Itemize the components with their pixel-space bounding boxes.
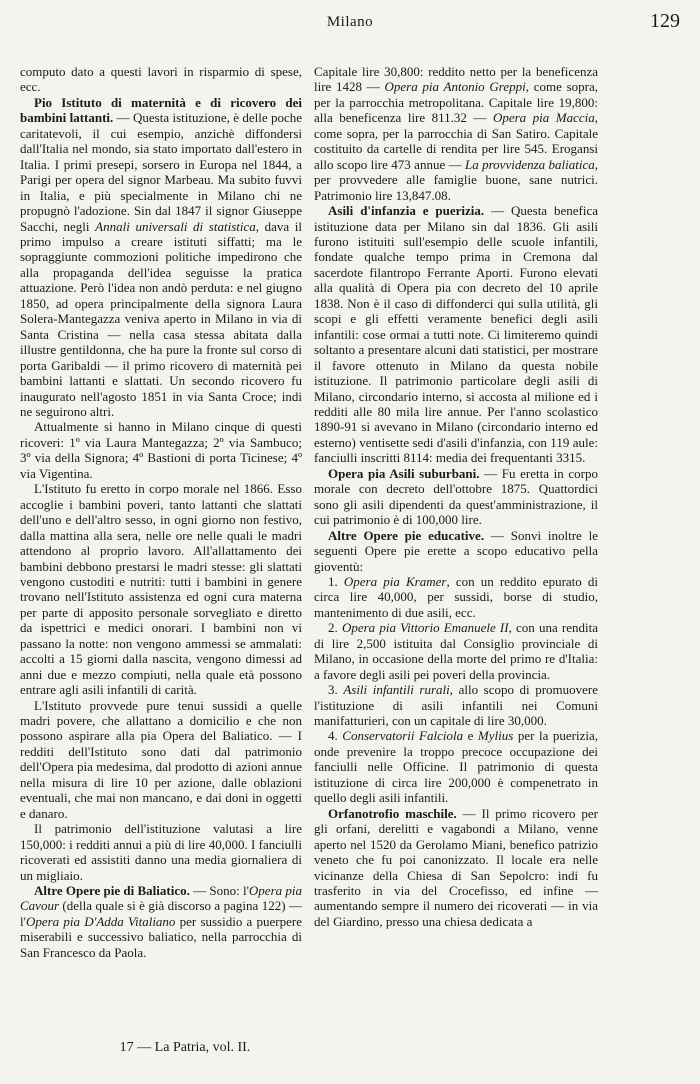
paragraph [314, 620, 598, 682]
paragraph [314, 728, 598, 805]
paragraph [20, 883, 302, 960]
body-text: , come sopra, per la parrocchia metropolitana. Capitale lire 19,800: alla beneficenza lire 811.32 — [314, 79, 598, 126]
body-text: , con un reddito epurato di circa lire 40,000, per sussidi, borse di studio, mantenimento di due asili, ecc. [314, 573, 599, 620]
body-text: Capitale lire 30,800: reddito netto per la beneficenza lire 1428 — [314, 64, 598, 95]
italic-title: La provvidenza baliatica [464, 156, 595, 172]
paragraph [314, 466, 598, 528]
section-heading: Pio Istituto di maternità e di ricovero dei bambini lattanti. [20, 94, 302, 126]
body-text: per la puerizia, onde prevenire la troppo precoce occupazione dei fanciulli nelle Officine. Il patrimonio di questa istituzione di circa lire 200,000 è compenetrato in quello degli asili infantili. [314, 728, 598, 806]
left-column [20, 64, 302, 960]
page-number: 129 [650, 10, 680, 32]
body-text: — Sono: l' [189, 883, 249, 899]
body-text: Il patrimonio dell'istituzione valutasi a lire 150,000: i redditi annui a più di lire 40,000. I fanciulli ricoverati ed assistiti danno una media giornaliera di un migliaio. [20, 821, 302, 883]
section-heading: Altre Opere pie di Baliatico. [34, 883, 190, 899]
paragraph [20, 64, 302, 95]
body-text: — Sonvi inoltre le seguenti Opere pie erette a scopo educativo pella gioventù: [314, 527, 598, 574]
body-text: e [463, 728, 478, 744]
paragraph [314, 203, 598, 466]
paragraph [20, 698, 302, 822]
paragraph [20, 481, 302, 697]
paragraph [314, 528, 598, 574]
body-text: — Il primo ricovero per gli orfani, derelitti e vagabondi a Milano, venne aperto nel 1520 da Gerolamo Miani, benefico patrizio veneto che fu poi canonizzato. Il locale era nelle vicinanze della Chiesa di San Sepolcro: indi fu trasferito in via del Crocefisso, ed infine — aumentando sempre il numero dei ricoverati — in via del Giardino, presso una chiesa dedicata a [314, 805, 598, 929]
paragraph [314, 806, 598, 930]
paragraph [314, 682, 598, 728]
body-text: L'Istituto provvede pure tenui sussidi a quelle madri povere, che allattano a domicilio e che non possono aspirare alla pia Opera del Baliatico. — I redditi dell'Istituto sono dati dal patrimonio dell'Opera pia medesima, dal prodotto di azioni annue nella misura di lire 10 per azione, dalle oblazioni eventuali, che mai non mancano, e dai doni in oggetti e danaro. [20, 697, 302, 821]
body-text: , per provvedere alle famiglie buone, sane nutrici. Patrimonio lire 13,847.08. [314, 156, 599, 203]
body-text: 2. [328, 620, 342, 636]
section-heading: Orfanotrofio maschile. [328, 805, 457, 821]
page-footer: 17 — La Patria, vol. II. [119, 1040, 251, 1055]
running-title: Milano [326, 14, 374, 30]
section-heading: Asili d'infanzia e puerizia. [328, 203, 485, 219]
paragraph [314, 64, 598, 203]
italic-title: Opera pia Cavour [20, 883, 303, 914]
italic-title: Opera pia Kramer [343, 573, 447, 589]
body-text: , come sopra, per la parrocchia di San Satiro. Capitale costituito da cartelle di rendita per lire 545. Erogansi allo scopo lire 473 annue — [314, 110, 599, 172]
body-text: — Questa istituzione, è delle poche caritatevoli, il cui esempio, anzichè diffondersi dall'Italia nel mondo, sia stato importato dall'estero in Italia. I primi presepi, sorsero in Europa nel 1844, a Parigi per opera del signor Marbeau. Ma subito fuvvi in Italia, e più specialmente in Milano chi ne propugnò l'adozione. Sin dal 1847 il signor Giuseppe Sacchi, negli [20, 110, 302, 234]
right-column [314, 64, 598, 929]
italic-title: Opera pia D'Adda Vitaliano [25, 913, 176, 929]
section-heading: Altre Opere pie educative. [328, 527, 485, 543]
body-text: 1. [328, 573, 344, 589]
running-head [0, 8, 700, 38]
section-heading: Opera pia Asili suburbani. [328, 465, 480, 481]
body-text: , dava il primo impulso a creare istituti siffatti; ma le sopraggiunte commozioni politiche impedirono che alla propaganda dell'idea seguisse la pratica attuazione. Però l'idea non andò perduta: e nel giugno 1850, ad opera principalmente della signora Laura Solera-Mantegazza veniva aperto in Milano in via di Santa Cristina — nella casa stessa abitata dalla illustre gentildonna, che ha pure la fronte sul corso di porta Garibaldi — il primo ricovero di maternità pei bambini lattanti e slattati. Un secondo ricovero fu inaugurato nell'agosto 1851 in via Santa Croce; indi ne seguirono altri. [20, 218, 303, 419]
italic-title: Opera pia Antonio Greppi [384, 79, 526, 95]
paragraph [20, 95, 302, 420]
body-text: 4. [328, 728, 343, 744]
body-text: computo dato a questi lavori in risparmio di spese, ecc. [20, 64, 302, 95]
italic-title: Opera pia Vittorio Emanuele II [341, 620, 509, 636]
paragraph [20, 821, 302, 883]
body-text: L'Istituto fu eretto in corpo morale nel 1866. Esso accoglie i bambini poveri, tanto lattanti che slattati dell'uno e dell'altro sesso, in ogni giorno non festivo, dalla mattina alla sera, nelle ore nelle quali le madri attendono al proprio lavoro. All'allattamento dei bambini debbono prestarsi le madri stesse: gli slattati vengono custoditi e nutriti: tutti i bambini in genere trovano nell'Istituto assistenza ed ogni cura materna per parte di apposito personale sorvegliato e diretto da ispettrici e medici onorari. I bambini non vi passano la notte: non vengono ammessi se ammalati: accolti a 15 giorni dalla nascita, vengono dimessi ad anni due e mezzo compiuti, nella quale età possono entrare agli asili infantili di carità. [20, 481, 302, 698]
body-text: 3. [328, 682, 344, 698]
body-text: — Fu eretta in corpo morale con decreto dell'ottobre 1875. Quattordici sono gli asili dipendenti da quest'amministrazione, il cui patrimonio è di 100,000 lire. [314, 465, 598, 528]
body-text: , allo scopo di promuovere l'istituzione di asili infantili nei Comuni manifatturieri, con un capitale di lire 30,000. [314, 682, 598, 729]
italic-title: Mylius [477, 728, 514, 744]
italic-title: Asili infantili rurali [343, 682, 450, 698]
body-text: per sussidio a puerpere miserabili e successivo baliatico, nella parrocchia di San Francesco da Paola. [20, 913, 302, 960]
italic-title: Conservatorii Falciola [342, 728, 464, 744]
body-text: (della quale si è già discorso a pagina 122) — l' [20, 898, 302, 929]
body-text: Attualmente si hanno in Milano cinque di questi ricoveri: 1º via Laura Mantegazza; 2º via Sambuco; 3º via della Signora; 4º Bastioni di porta Ticinese; 4º via Vigentina. [20, 419, 302, 481]
paragraph [20, 419, 302, 481]
paragraph [314, 574, 598, 620]
body-text: , con una rendita di lire 2,500 istituita dal Consiglio provinciale di Milano, in occasione della morte del primo re d'Italia: a favore degli asili pei poveri della provincia. [314, 620, 599, 682]
italic-title: Annali universali di statistica [95, 218, 256, 234]
italic-title: Opera pia Maccia [492, 110, 595, 126]
body-text: — Questa benefica istituzione data per Milano sin dal 1836. Gli asili furono istituiti sull'esempio delle scuole infantili, fondate qualche tempo prima in Cremona dal sacerdote filantropo Ferrante Aporti. Furono elevati alla qualità di Opera pia con decreto del 10 aprile 1838. Non è il caso di diffonderci qui sulla utilità, gli scopi e gli effetti veramente benefici degli asili infantili: cose ormai a tutti note. Ci limiteremo quindi soltanto a presentare alcuni dati statistici, per mostrare il favore ottenuto in Milano da questa nobile istituzione. Il patrimonio particolare degli asili di Milano, circondario interno, si accosta al milione ed i redditi alle 80 mila lire annue. Per l'anno scolastico 1890-91 si avevano in Milano (circondario interno ed esterno) ventisette sedi d'asili d'infanzia, con 119 aule: fanciulli inscritti 8114: media dei frequentanti 3315. [314, 203, 599, 466]
